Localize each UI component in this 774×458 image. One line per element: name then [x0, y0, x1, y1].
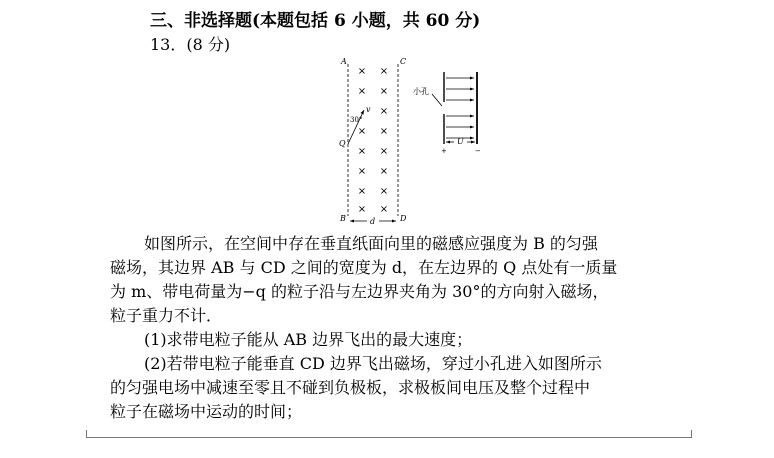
- label-minus: −: [475, 147, 481, 155]
- label-angle: 30°: [350, 116, 363, 124]
- field-mark: ×: [379, 126, 389, 137]
- label-a: A: [341, 57, 347, 66]
- field-mark: ×: [379, 66, 389, 77]
- field-mark: ×: [379, 204, 389, 215]
- label-plus: +: [441, 147, 447, 155]
- label-d: D: [400, 214, 407, 223]
- physics-figure: [330, 52, 500, 228]
- paragraph-line: 如图所示，在空间中存在垂直纸面向里的磁感应强度为 B 的匀强: [144, 234, 598, 253]
- label-voltage: U: [457, 137, 464, 146]
- label-velocity: v: [366, 105, 371, 114]
- field-mark: ×: [379, 166, 389, 177]
- label-hole: 小孔: [413, 87, 429, 96]
- question-2-line: 粒子在磁场中运动的时间；: [110, 402, 303, 421]
- question-1-text: (1)求带电粒子能从 AB 边界飞出的最大速度；: [144, 330, 473, 349]
- crop-mark-left-h: [86, 437, 106, 438]
- paragraph-line: 磁场，其边界 AB 与 CD 之间的宽度为 d，在左边界的 Q 点处有一质量: [110, 258, 618, 277]
- field-mark: ×: [357, 126, 367, 137]
- label-b: B: [340, 214, 346, 223]
- label-q: Q: [339, 139, 346, 148]
- field-mark: ×: [379, 106, 389, 117]
- label-width-d: d: [370, 217, 376, 226]
- problem-paragraph: [110, 232, 617, 328]
- field-mark: ×: [379, 186, 389, 197]
- label-c: C: [400, 57, 407, 66]
- field-mark: ×: [357, 66, 367, 77]
- field-mark: ×: [379, 146, 389, 157]
- question-2-line: 的匀强电场中减速至零且不碰到负极板，求极板间电压及整个过程中: [110, 378, 591, 397]
- field-mark: ×: [357, 86, 367, 97]
- question-1: [110, 328, 472, 352]
- question-number: 13．(8 分): [150, 35, 231, 54]
- question-2-line: (2)若带电粒子能垂直 CD 边界飞出磁场，穿过小孔进入如图所示: [144, 354, 602, 373]
- field-mark: ×: [357, 204, 367, 215]
- paragraph-line: 粒子重力不计．: [110, 306, 223, 325]
- question-2: [110, 352, 602, 424]
- paragraph-line: 为 m、带电荷量为−q 的粒子沿与左边界夹角为 30°的方向射入磁场，: [110, 282, 609, 301]
- crop-mark-right-h: [672, 437, 692, 438]
- field-mark: ×: [357, 166, 367, 177]
- field-mark: ×: [379, 86, 389, 97]
- field-mark: ×: [357, 186, 367, 197]
- section-title: 三、非选择题(本题包括 6 小题，共 60 分): [150, 11, 481, 31]
- page-footer-line: [86, 437, 692, 438]
- field-mark: ×: [357, 146, 367, 157]
